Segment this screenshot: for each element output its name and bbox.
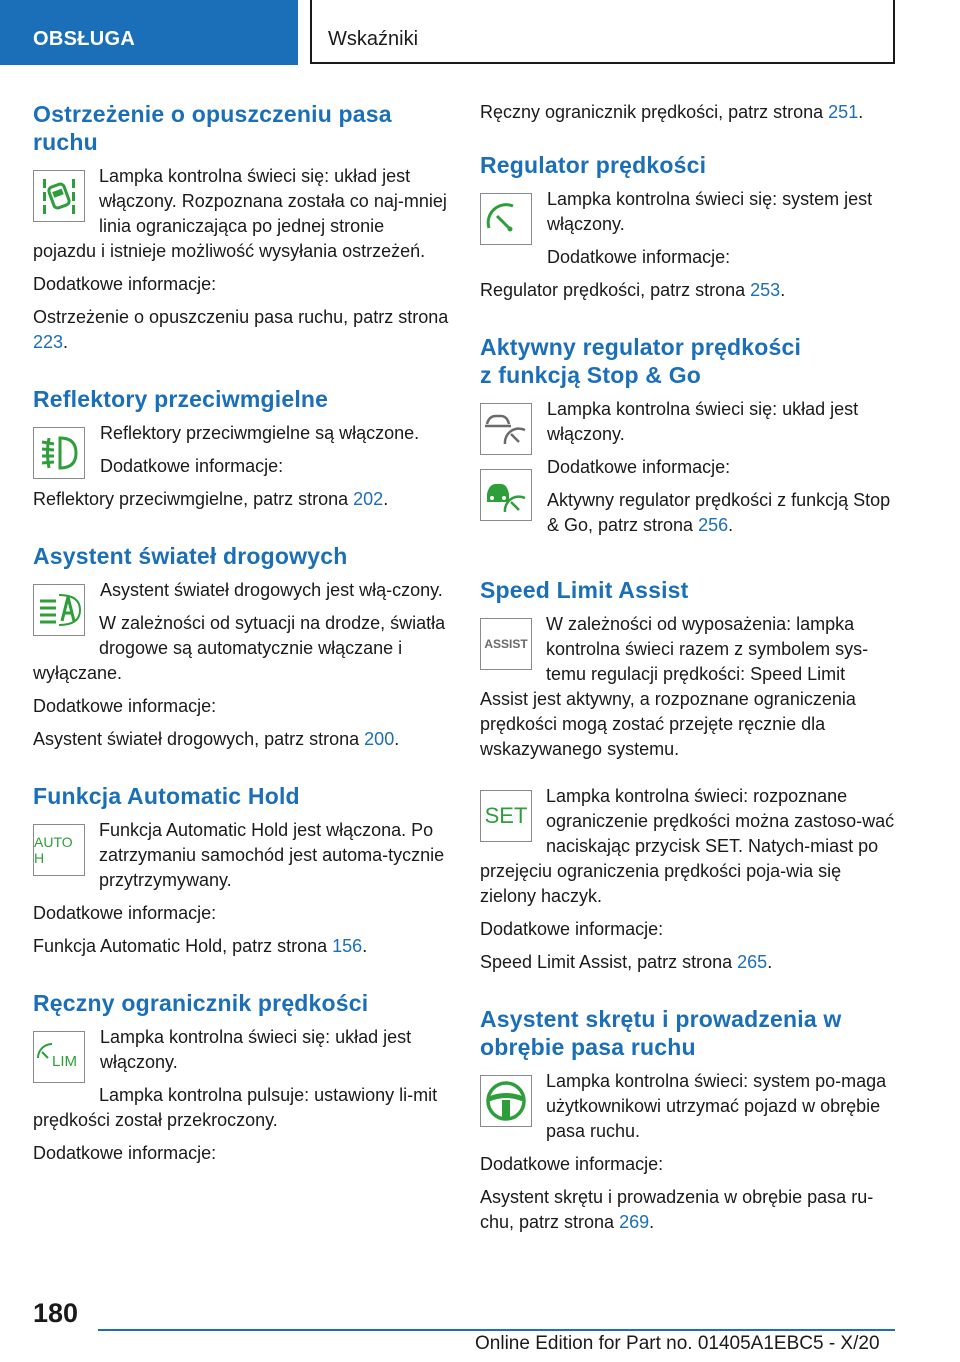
reference-text: Aktywny regulator prędkości z funkcją Stop & Go, patrz strona xyxy=(547,490,891,535)
reference-text: Ostrzeżenie o opuszczeniu pasa ruchu, patrz strona xyxy=(33,307,449,327)
speed-limiter-icon xyxy=(33,1031,85,1083)
assist-icon xyxy=(480,618,532,670)
reference-text: Reflektory przeciwmgielne, patrz strona xyxy=(33,489,349,509)
section-fog-lights xyxy=(33,385,451,512)
edition-note: Online Edition for Part no. 01405A1EBC5 - X/20 xyxy=(475,1333,880,1354)
reference-text: Speed Limit Assist, patrz strona xyxy=(480,952,733,972)
paragraph: W zależności od wyposażenia: lampka kontrolna świeci razem z symbolem sys‐temu regulacji prędkości: Speed Limit Assist jest aktywny, a rozpoznane ograniczenia prędkości mogą zostać przejęte ręcznie dla wskazywanego systemu. xyxy=(480,614,869,759)
assist-icon-label: ASSIST xyxy=(484,637,528,651)
paragraph: Aktywny regulator prędkości z funkcją Stop & Go, patrz strona 256. xyxy=(547,490,891,535)
lane-departure-icon xyxy=(33,170,85,222)
auto-hold-icon-label: AUTO H xyxy=(34,834,73,866)
steering-wheel-icon xyxy=(480,1075,532,1127)
paragraph: Dodatkowe informacje: xyxy=(100,456,284,476)
reference-text: Ręczny ogranicznik prędkości, patrz strona xyxy=(480,102,824,122)
paragraph: Dodatkowe informacje: xyxy=(33,903,217,923)
section-cruise-control xyxy=(480,151,895,303)
paragraph: Reflektory przeciwmgielne, patrz strona 202. xyxy=(33,489,389,509)
header-section-tab xyxy=(0,0,298,65)
section-manual-speed-limiter xyxy=(33,989,451,1166)
paragraph: Ostrzeżenie o opuszczeniu pasa ruchu, patrz strona 223. xyxy=(33,307,449,352)
right-column xyxy=(480,100,895,1265)
page-number: 180 xyxy=(33,1298,79,1328)
paragraph: Speed Limit Assist, patrz strona 265. xyxy=(480,952,773,972)
paragraph: Asystent skrętu i prowadzenia w obrębie pasa ru‐chu, patrz strona 269. xyxy=(480,1187,874,1232)
high-beam-assistant-icon xyxy=(33,584,85,636)
section-steering-assistant xyxy=(480,1005,895,1235)
paragraph: Dodatkowe informacje: xyxy=(480,919,664,939)
page-link[interactable]: 265 xyxy=(737,952,768,972)
paragraph: Lampka kontrolna świeci się: układ jest włączony. Rozpoznana została co naj‐mniej linia ograniczająca po jednej stronie pojazdu i istnieje możliwość wysyłania ostrzeżeń. xyxy=(33,166,447,261)
set-icon-label: SET xyxy=(484,803,528,828)
svg-text:LIM: LIM xyxy=(52,1053,78,1070)
page-link[interactable]: 156 xyxy=(332,936,363,956)
section-title: Reflektory przeciwmgielne xyxy=(33,386,329,412)
header-chapter-box xyxy=(310,0,895,64)
section-lane-departure-warning xyxy=(33,100,451,355)
paragraph: Lampka kontrolna świeci: rozpoznane ograniczenie prędkości można zastoso‐wać naciskając przycisk SET. Natych‐miast po przejęciu ograniczenia prędkości poja‐wia się zielony haczyk. xyxy=(480,786,895,906)
paragraph: W zależności od sytuacji na drodze, światła drogowe są automatycznie włączane i wyłączane. xyxy=(33,613,446,683)
section-title: Asystent skrętu i prowadzenia w obrębie pasa ruchu xyxy=(480,1006,842,1060)
reference-text: Regulator prędkości, patrz strona xyxy=(480,280,746,300)
left-column xyxy=(33,100,451,1196)
auto-hold-icon xyxy=(33,824,85,876)
paragraph: Asystent świateł drogowych jest włą‐czony. xyxy=(100,580,443,600)
header-section-label: OBSŁUGA xyxy=(33,28,136,50)
reference-text: Asystent świateł drogowych, patrz strona xyxy=(33,729,360,749)
page-link[interactable]: 269 xyxy=(619,1212,650,1232)
section-speed-limit-assist xyxy=(480,576,895,975)
paragraph: Reflektory przeciwmgielne są włączone. xyxy=(100,423,420,443)
section-title: Asystent świateł drogowych xyxy=(33,543,348,569)
paragraph: Dodatkowe informacje: xyxy=(480,1154,664,1174)
page-link[interactable]: 253 xyxy=(750,280,781,300)
paragraph: Ręczny ogranicznik prędkości, patrz strona 251. xyxy=(480,102,864,122)
paragraph: Lampka kontrolna świeci się: układ jest włączony. xyxy=(100,1027,412,1072)
section-automatic-hold xyxy=(33,782,451,959)
paragraph: Dodatkowe informacje: xyxy=(33,1143,217,1163)
section-title: Funkcja Automatic Hold xyxy=(33,783,300,809)
cruise-control-icon xyxy=(480,193,532,245)
paragraph: Regulator prędkości, patrz strona 253. xyxy=(480,280,786,300)
paragraph: Dodatkowe informacje: xyxy=(33,696,217,716)
page-link[interactable]: 223 xyxy=(33,332,64,352)
page-link[interactable]: 251 xyxy=(828,102,859,122)
section-title xyxy=(480,333,895,389)
active-cruise-control-vehicle-icon xyxy=(480,469,532,521)
fog-light-icon xyxy=(33,427,85,479)
page-link[interactable]: 200 xyxy=(364,729,395,749)
section-title: Ręczny ogranicznik prędkości xyxy=(33,990,369,1016)
paragraph: Asystent świateł drogowych, patrz strona 200. xyxy=(33,729,400,749)
paragraph: Lampka kontrolna świeci się: układ jest włączony. xyxy=(547,399,859,444)
icon-stack xyxy=(480,397,546,525)
header-chapter-label: Wskaźniki xyxy=(328,28,419,50)
page-link[interactable]: 256 xyxy=(698,515,729,535)
continued-reference xyxy=(480,100,895,125)
paragraph: Lampka kontrolna świeci: system po‐maga użytkownikowi utrzymać pojazd w obrębie pasa ruchu. xyxy=(546,1071,887,1141)
paragraph: Dodatkowe informacje: xyxy=(547,457,731,477)
section-title: Regulator prędkości xyxy=(480,152,707,178)
section-high-beam-assistant xyxy=(33,542,451,752)
section-title-line: z funkcją Stop & Go xyxy=(480,362,702,388)
paragraph: Lampka kontrolna świeci się: system jest włączony. xyxy=(547,189,873,234)
section-title-line: Aktywny regulator prędkości xyxy=(480,334,802,360)
paragraph: Funkcja Automatic Hold jest włączona. Po zatrzymaniu samochód jest automa‐tycznie przytrzymywany. xyxy=(99,820,445,890)
section-active-cruise-control xyxy=(480,333,895,546)
paragraph: Funkcja Automatic Hold, patrz strona 156. xyxy=(33,936,368,956)
paragraph: Dodatkowe informacje: xyxy=(547,247,731,267)
paragraph: Lampka kontrolna pulsuje: ustawiony li‐mit prędkości został przekroczony. xyxy=(33,1085,438,1130)
page-link[interactable]: 202 xyxy=(353,489,384,509)
reference-text: Asystent skrętu i prowadzenia w obrębie pasa ru‐chu, patrz strona xyxy=(480,1187,874,1232)
reference-text: Funkcja Automatic Hold, patrz strona xyxy=(33,936,328,956)
section-title: Speed Limit Assist xyxy=(480,577,689,603)
set-icon xyxy=(480,790,532,842)
paragraph: Dodatkowe informacje: xyxy=(33,274,217,294)
footer-divider xyxy=(98,1329,895,1331)
active-cruise-control-icon xyxy=(480,403,532,455)
section-title: Ostrzeżenie o opuszczeniu pasa ruchu xyxy=(33,101,392,155)
